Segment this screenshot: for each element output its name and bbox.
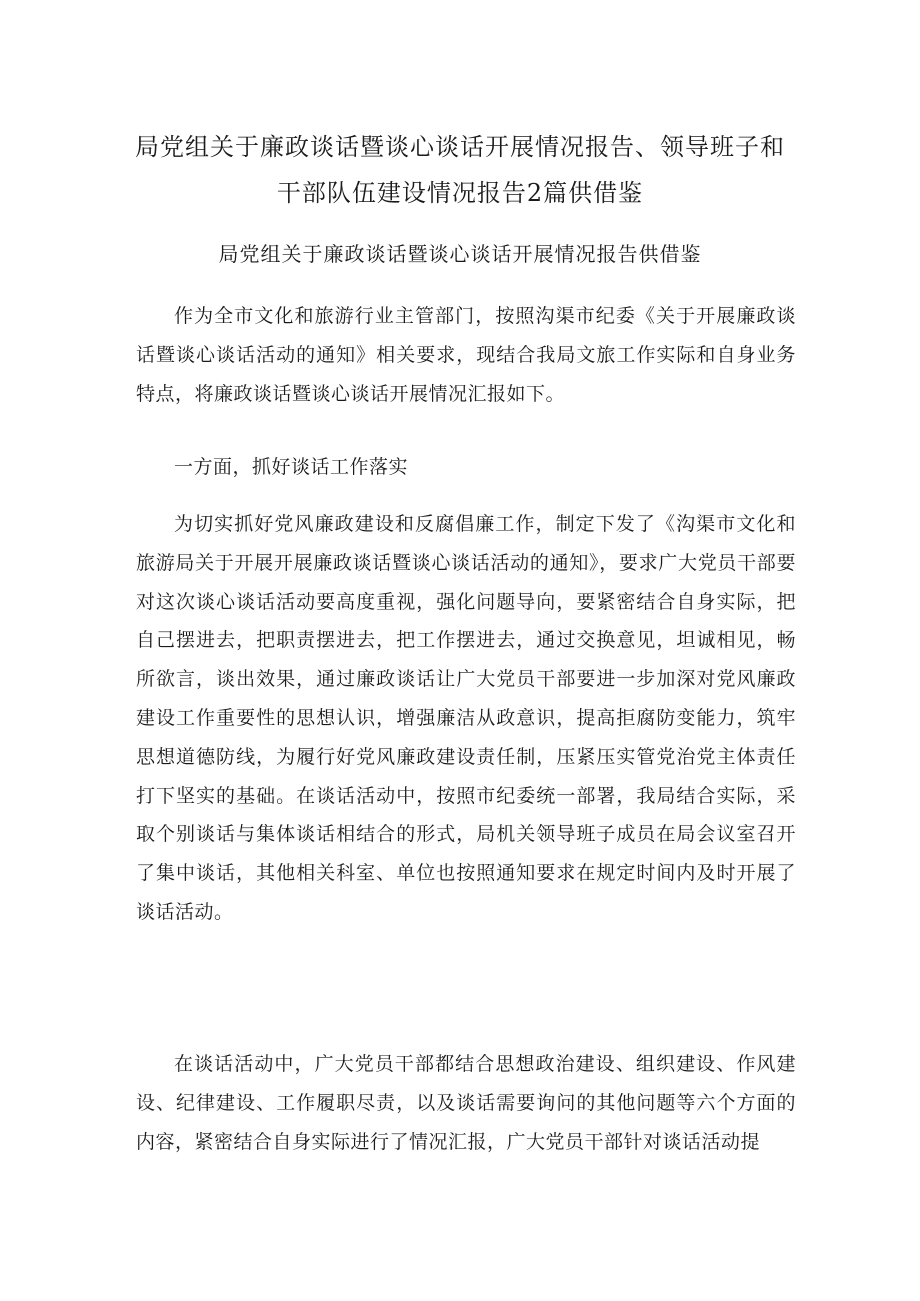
title-line-2: 干部队伍建设情况报告2篇供借鉴: [276, 179, 644, 207]
paragraph-intro: 作为全市文化和旅游行业主管部门，按照沟渠市纪委《关于开展廉政谈话暨谈心谈话活动的通知》相关要求，现结合我局文旅工作实际和自身业务特点，将廉政谈话暨谈心谈话开展情况汇报如下。: [136, 305, 796, 405]
document-subtitle: 局党组关于廉政谈话暨谈心谈话开展情况报告供借鉴: [218, 242, 702, 266]
document-title: [110, 124, 810, 216]
paragraph-body: 为切实抓好党风廉政建设和反腐倡廉工作，制定下发了《沟渠市文化和旅游局关于开展开展廉政谈话暨谈心谈话活动的通知》，要求广大党员干部要对这次谈心谈话活动要高度重视，强化问题导向，要紧密结合自身实际，把自己摆进去，把职责摆进去，把工作摆进去，通过交换意见，坦诚相见，畅所欲言，谈出效果，通过廉政谈话让广大党员干部要进一步加深对党风廉政建设工作重要性的思想认识，增强廉洁从政意识，提高拒腐防变能力，筑牢思想道德防线，为履行好党风廉政建设责任制，压紧压实管党治党主体责任打下坚实的基础。在谈话活动中，按照市纪委统一部署，我局结合实际，采取个别谈话与集体谈话相结合的形式，局机关领导班子成员在局会议室召开了集中谈话，其他相关科室、单位也按照通知要求在规定时间内及时开展了谈话活动。: [136, 513, 796, 923]
section-heading: 一方面，抓好谈话工作落实: [174, 456, 409, 478]
title-line-1: 局党组关于廉政谈话暨谈心谈话开展情况报告、领导班子和: [135, 133, 785, 161]
paragraph-body: 在谈话活动中，广大党员干部都结合思想政治建设、组织建设、作风建设、纪律建设、工作履职尽责，以及谈话需要询问的其他问题等六个方面的内容，紧密结合自身实际进行了情况汇报，广大党员干部针对谈话活动提: [136, 1053, 796, 1153]
